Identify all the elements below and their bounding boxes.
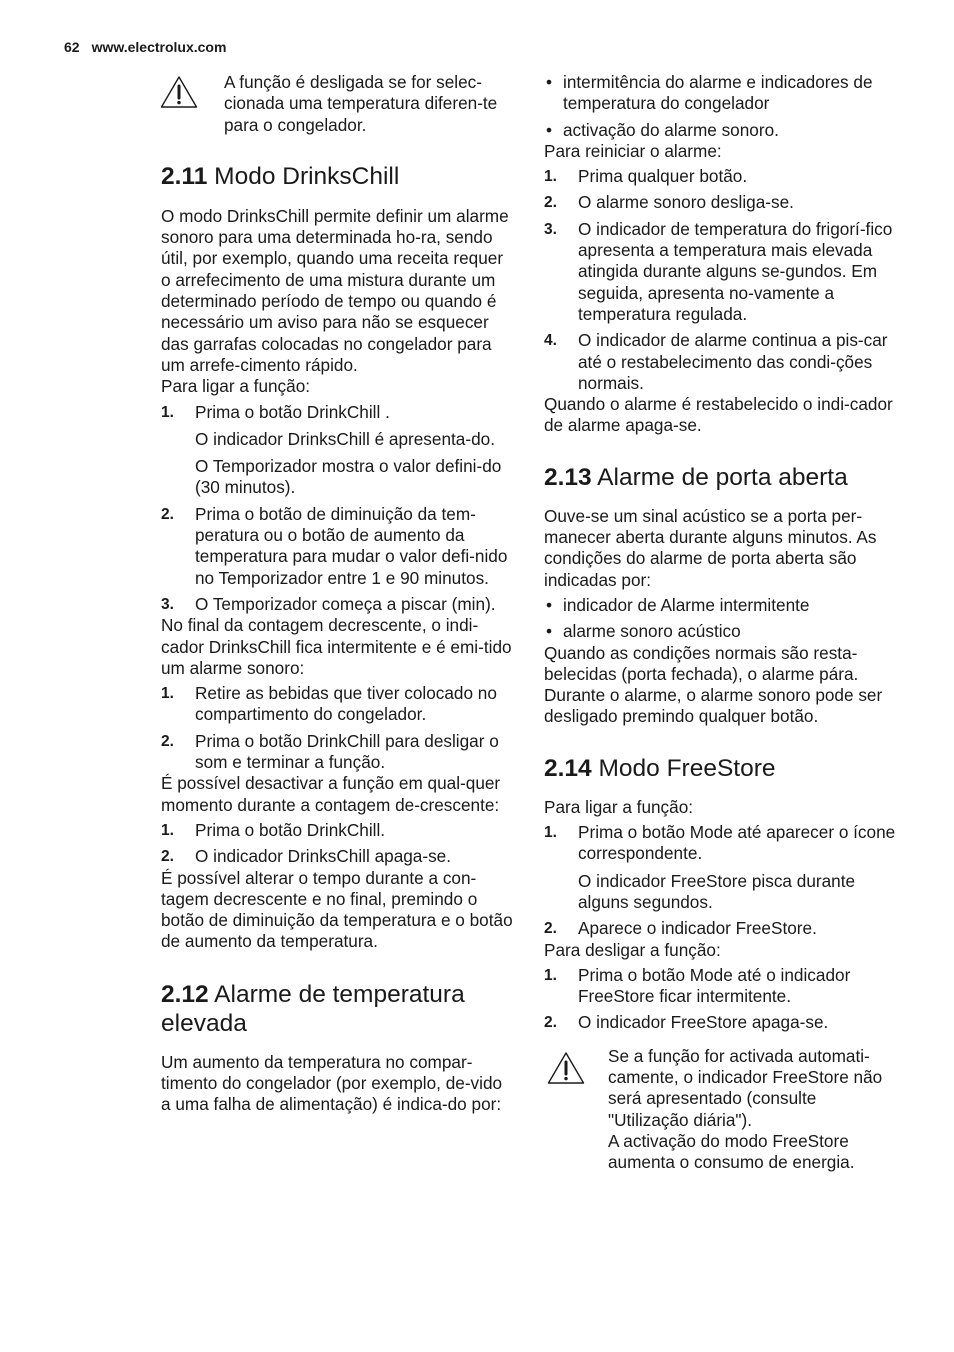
step-number: 2. <box>544 1014 557 1032</box>
paragraph: É possível desactivar a função em qual-quer momento durante a contagem de-crescente: <box>161 773 501 815</box>
step-text: O Temporizador começa a piscar (min). <box>195 593 496 614</box>
website-url: www.electrolux.com <box>91 39 227 55</box>
step-text: Prima o botão de diminuição da tem-peratura ou o botão de aumento da temperatura para mudar o valor defi-nido no Temporizador entre 1 e 90 minutos. <box>195 503 508 588</box>
list-item <box>161 846 513 867</box>
bullet-text: intermitência do alarme e indicadores de temperatura do congelador <box>563 72 873 114</box>
step-number: 2. <box>544 920 557 938</box>
paragraph: Para desligar a função: <box>544 939 721 960</box>
paragraph: Ouve-se um sinal acústico se a porta per-manecer aberta durante alguns minutos. As condições do alarme de porta aberta são indicadas por: <box>544 505 877 590</box>
paragraph: Quando as condições normais são resta-belecidas (porta fechada), o alarme pára. Durante o alarme, o alarme sonoro pode ser desligado premindo qualquer botão. <box>544 642 883 727</box>
section-title-continued: elevada <box>161 1009 247 1037</box>
steps-list <box>544 822 900 939</box>
list-item <box>544 965 900 1008</box>
section-heading-2-11 <box>161 162 513 191</box>
warning-triangle-icon <box>159 74 199 110</box>
bullet-list <box>544 595 900 643</box>
steps-list <box>161 820 513 868</box>
warning-triangle-icon <box>546 1050 586 1086</box>
warning-text <box>608 1046 900 1174</box>
bullet-icon: • <box>546 72 553 92</box>
list-item <box>161 820 513 841</box>
list-item <box>161 402 513 499</box>
page-header <box>64 38 226 56</box>
bullet-text: activação do alarme sonoro. <box>563 119 779 140</box>
warning-note <box>161 72 513 136</box>
step-number: 2. <box>544 194 557 212</box>
warning-note <box>544 1046 900 1174</box>
step-subtext: O indicador DrinksChill é apresenta-do. <box>195 428 495 449</box>
bullet-icon: • <box>546 119 553 140</box>
list-item <box>161 504 513 589</box>
list-item <box>544 166 900 187</box>
section-heading-2-13 <box>544 463 900 492</box>
right-column <box>544 72 900 1173</box>
step-number: 3. <box>544 220 557 238</box>
section-number: 2.13 <box>544 463 592 491</box>
page-number: 62 <box>64 39 80 55</box>
step-number: 2. <box>161 505 174 523</box>
step-text: Prima o botão DrinkChill. <box>195 819 386 840</box>
list-item <box>161 683 513 726</box>
list-item <box>544 918 900 939</box>
step-text: O alarme sonoro desliga-se. <box>578 192 794 213</box>
section-number: 2.14 <box>544 754 592 782</box>
warning-text-line: A activação do modo FreeStore aumenta o consumo de energia. <box>608 1130 855 1173</box>
step-number: 1. <box>161 685 174 703</box>
bullet-text: indicador de Alarme intermitente <box>563 594 810 615</box>
bullet-icon: • <box>546 594 553 615</box>
list-item <box>544 72 900 115</box>
steps-list <box>544 965 900 1034</box>
section-title: Modo DrinksChill <box>214 162 400 190</box>
step-text: Prima o botão DrinkChill . <box>195 401 390 422</box>
paragraph: Para ligar a função: <box>544 796 694 817</box>
list-item <box>544 330 900 394</box>
step-text: O indicador FreeStore apaga-se. <box>578 1012 829 1033</box>
list-item <box>544 192 900 213</box>
step-text: O indicador DrinksChill apaga-se. <box>195 846 452 867</box>
step-number: 2. <box>161 732 174 750</box>
step-text: O indicador de temperatura do frigorí-fico apresenta a temperatura mais elevada atingida durante alguns se-gundos. Em seguida, apresenta no-vamente a temperatura regulada. <box>578 218 893 324</box>
section-title: Modo FreeStore <box>598 754 776 782</box>
step-subtext: O indicador FreeStore pisca durante alguns segundos. <box>578 870 856 912</box>
steps-list <box>544 166 900 394</box>
list-item <box>544 219 900 325</box>
warning-text-line: Se a função for activada automati-camente, o indicador FreeStore não será apresentado (consulte "Utilização diária"). <box>608 1045 883 1130</box>
section-number: 2.11 <box>161 162 208 190</box>
paragraph: Quando o alarme é restabelecido o indi-cador de alarme apaga-se. <box>544 394 893 436</box>
paragraph: Um aumento da temperatura no compar-timento do congelador (por exemplo, de-vido a uma falha de alimentação) é indica-do por: <box>161 1051 503 1115</box>
step-text: Prima o botão DrinkChill para desligar o som e terminar a função. <box>195 730 499 773</box>
list-item <box>544 822 900 913</box>
section-number: 2.12 <box>161 980 209 1008</box>
steps-list <box>161 683 513 773</box>
step-text: Retire as bebidas que tiver colocado no compartimento do congelador. <box>195 683 497 725</box>
step-number: 2. <box>161 848 174 866</box>
paragraph: O modo DrinksChill permite definir um alarme sonoro para uma determinada ho-ra, sendo útil, por exemplo, quando uma receita requer o arrefecimento de uma mistura durante um determinado período de tempo ou quando é necessário um aviso para não se esquecer das garrafas colocadas no congelador para um arrefe-cimento rápido. <box>161 205 509 375</box>
list-item <box>544 595 900 616</box>
step-number: 1. <box>161 403 174 421</box>
step-number: 4. <box>544 332 557 350</box>
step-text: Aparece o indicador FreeStore. <box>578 918 817 939</box>
list-item <box>161 594 513 615</box>
step-text: Prima o botão Mode até o indicador FreeStore ficar intermitente. <box>578 964 851 1007</box>
steps-list <box>161 402 513 616</box>
paragraph: É possível alterar o tempo durante a con-tagem decrescente e no final, premindo o botão de diminuição da temperatura e o botão de aumento da temperatura. <box>161 867 513 952</box>
section-title: Alarme de porta aberta <box>597 463 848 491</box>
bullet-text: alarme sonoro acústico <box>563 621 741 642</box>
step-number: 1. <box>544 966 557 984</box>
warning-text: A função é desligada se for selec-cionada uma temperatura diferen-te para o congelador. <box>224 72 498 135</box>
step-subtext: O Temporizador mostra o valor defini-do (30 minutos). <box>195 456 502 498</box>
left-column <box>161 72 513 1116</box>
list-item <box>161 731 513 774</box>
list-item <box>544 120 900 141</box>
step-text: Prima qualquer botão. <box>578 166 748 187</box>
bullet-list <box>544 72 900 141</box>
step-number: 1. <box>544 168 557 186</box>
list-item <box>544 621 900 642</box>
paragraph: No final da contagem decrescente, o indi-cador DrinksChill fica intermitente e é emi-tido um alarme sonoro: <box>161 615 512 678</box>
step-text: O indicador de alarme continua a pis-car até o restabelecimento das condi-ções normais. <box>578 330 888 393</box>
section-title: Alarme de temperatura <box>214 980 465 1008</box>
section-heading-2-12 <box>161 980 513 1038</box>
paragraph: Para reiniciar o alarme: <box>544 140 722 161</box>
list-item <box>544 1012 900 1033</box>
step-number: 3. <box>161 595 174 613</box>
section-heading-2-14 <box>544 754 900 783</box>
bullet-icon: • <box>546 621 553 642</box>
step-number: 1. <box>544 824 557 842</box>
step-text: Prima o botão Mode até aparecer o ícone correspondente. <box>578 822 896 864</box>
step-number: 1. <box>161 821 174 839</box>
paragraph: Para ligar a função: <box>161 376 311 397</box>
